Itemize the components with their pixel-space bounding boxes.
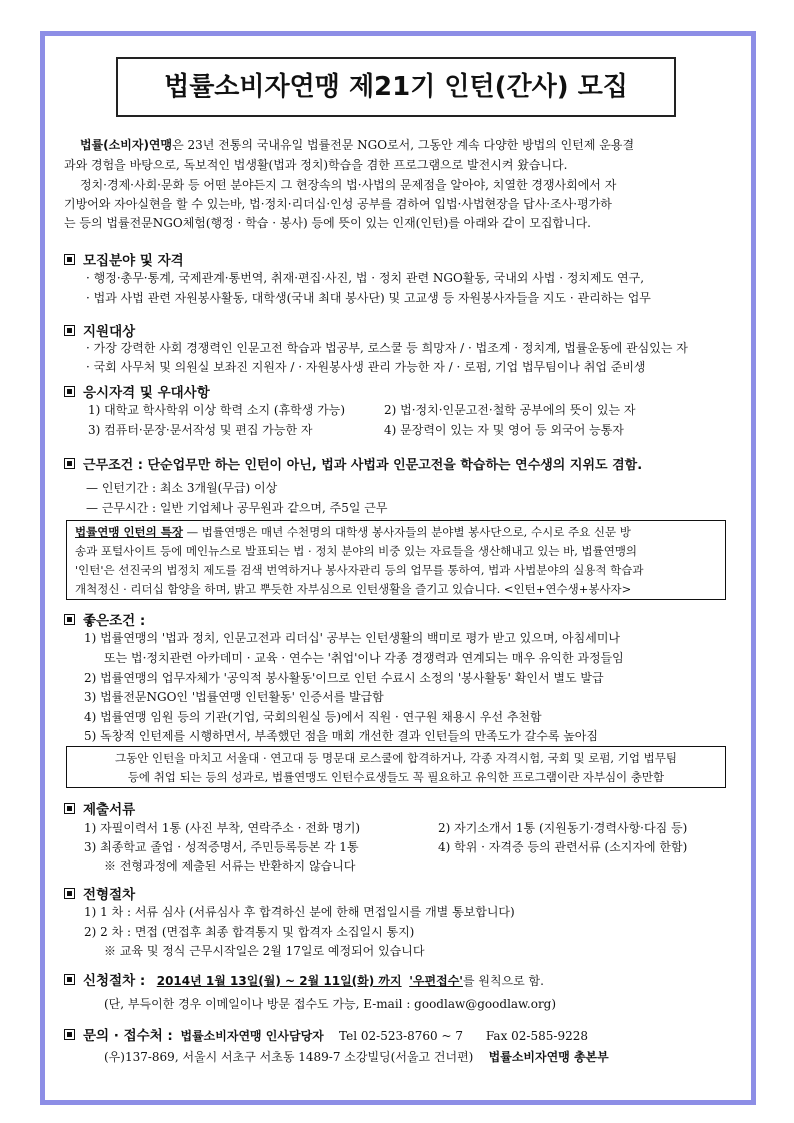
application-method: '우편접수' — [409, 974, 463, 988]
square-bullet-icon — [64, 458, 75, 469]
application-sub: (단, 부득이한 경우 이메일이나 방문 접수도 가능, E-mail : goodlaw@goodlaw.org) — [104, 997, 557, 1011]
feature-label: 법률연맹 인턴의 특장 — [75, 525, 183, 539]
achievement-box — [66, 746, 726, 788]
page-title: 법률소비자연맹 제21기 인턴(간사) 모집 — [116, 57, 676, 117]
square-bullet-icon — [64, 803, 75, 814]
intro-line-2: 과와 경험을 바탕으로, 독보적인 법생활(법과 정치)학습을 겸한 프로그램으로 발전시켜 왔습니다. — [64, 158, 568, 172]
section-heading-selection: 전형절차 — [64, 883, 135, 903]
section-heading-recruit: 모집분야 및 자격 — [64, 249, 184, 269]
document-item-3: 3) 최종학교 졸업 · 성적증명서, 주민등록등본 각 1통 — [84, 840, 359, 854]
recruit-line-1: · 행정·총무·통계, 국제관계·통번역, 취재·편집·사진, 법 · 정치 관련 NGO활동, 국내외 사법 · 정치제도 연구, — [86, 271, 645, 285]
selection-step-1: 1) 1 차 : 서류 심사 (서류심사 후 합격하신 분에 한해 면접일시를 개별 통보합니다) — [84, 905, 515, 919]
benefit-item-5: 5) 독창적 인턴제를 시행하면서, 부족했던 점을 매회 개선한 결과 인턴들의 만족도가 갈수록 높아짐 — [84, 729, 598, 743]
square-bullet-icon — [64, 614, 75, 625]
intro-line-4: 기방어와 자아실현을 할 수 있는바, 법·정치·리더십·인성 공부를 겸하여 입법·사법현장을 답사·조사·평가하 — [64, 197, 612, 211]
square-bullet-icon — [64, 888, 75, 899]
achievement-line-1: 그동안 인턴을 마치고 서울대 · 연고대 등 명문대 로스쿨에 합격하거나, 각종 자격시험, 국회 및 로펌, 기업 법무팀 — [115, 751, 677, 765]
section-heading-benefits: 좋은조건 : — [64, 609, 145, 629]
address: (우)137-869, 서울시 서초구 서초동 1489-7 소강빌딩(서울고 건너편) — [104, 1050, 474, 1064]
intro-org-name: 법률(소비자)연맹 — [80, 138, 173, 152]
benefit-item-4: 4) 법률연맹 임원 등의 기관(기업, 국회의원실 등)에서 직원 · 연구원 채용시 우선 추천함 — [84, 710, 542, 724]
qualification-item-2: 2) 법·정치·인문고전·철학 공부에의 뜻이 있는 자 — [384, 403, 636, 417]
square-bullet-icon — [64, 974, 75, 985]
qualification-item-1: 1) 대학교 학사학위 이상 학력 소지 (휴학생 가능) — [88, 403, 346, 417]
contact-org: 법률소비자연맹 인사담당자 — [180, 1029, 324, 1043]
intern-period: — 인턴기간 : 최소 3개월(무급) 이상 — [86, 481, 278, 495]
address-line — [104, 1047, 609, 1067]
recruit-line-2: · 법과 사법 관련 자원봉사활동, 대학생(국내 최대 봉사단) 및 고교생 등 자원봉사자들을 지도 · 관리하는 업무 — [86, 291, 651, 305]
benefit-item-2: 2) 법률연맹의 업무자체가 '공익적 봉사활동'이므로 인턴 수료시 소정의 '봉사활동' 확인서 별도 발급 — [84, 671, 604, 685]
selection-step-2: 2) 2 차 : 면접 (면접후 최종 합격통지 및 합격자 소집일시 통지) — [84, 925, 415, 939]
intro-line-1: 법률(소비자)연맹은 23년 전통의 국내유일 법률전문 NGO로서, 그동안 계속 다양한 방법의 인턴제 운용결 — [80, 138, 635, 152]
square-bullet-icon — [64, 254, 75, 265]
square-bullet-icon — [64, 386, 75, 397]
square-bullet-icon — [64, 1029, 75, 1040]
section-heading-conditions: 근무조건 : 단순업무만 하는 인턴이 아닌, 법과 사법과 인문고전을 학습하는 연수생의 지위도 겸함. — [64, 454, 642, 473]
contact-tel: Tel 02-523-8760 ~ 7 — [339, 1029, 464, 1043]
work-hours: — 근무시간 : 일반 기업체나 공무원과 같으며, 주5일 근무 — [86, 501, 388, 515]
application-period: 2014년 1월 13일(월) ~ 2월 11일(화) 까지 — [156, 974, 402, 988]
feature-line-4: 개척정신 · 리더십 함양을 하며, 밝고 뿌듯한 자부심으로 인턴생활을 즐기고 있습니다. <인턴+연수생+봉사자> — [75, 582, 632, 596]
qualification-item-3: 3) 컴퓨터·문장·문서작성 및 편집 가능한 자 — [88, 423, 313, 437]
document-item-1: 1) 자필이력서 1통 (사진 부착, 연락주소 · 전화 명기) — [84, 821, 361, 835]
feature-box: 법률연맹 인턴의 특장 — 법률연맹은 매년 수천명의 대학생 봉사자들의 분야별 봉사단으로, 수시로 주요 신문 방 송과 포털사이트 등에 메인뉴스로 발표되는 법 · 정치 분야의 비중 있는 자료들을 생산해내고 있는 바, 법률연맹의 '인턴'은 선진국의 법정치 제도를 검색 번역하거나 봉사자관리 등의 업무를 통하여, 법과 사법분야의 실용적 학습과 개척정신 · 리더십 함양을 하며, 밝고 뿌듯한 자부심으로 인턴생활을 즐기고 있습니다. <인턴+연수생+봉사자> — [66, 520, 726, 600]
benefit-item-3: 3) 법률전문NGO인 '법률연맹 인턴활동' 인증서를 발급함 — [84, 690, 384, 704]
target-line-1: · 가장 강력한 사회 경쟁력인 인문고전 학습과 법공부, 로스쿨 등 희망자 / · 법조계 · 정치계, 법률운동에 관심있는 자 — [86, 341, 688, 355]
square-bullet-icon — [64, 325, 75, 336]
intro-line-3: 정치·경제·사회·문화 등 어떤 분야든지 그 현장속의 법·사법의 문제점을 알아야, 치열한 경쟁사회에서 자 — [80, 178, 617, 192]
application-line: 신청절차 : 2014년 1월 13일(월) ~ 2월 11일(화) 까지 '우편접수'를 원칙으로 함. — [64, 971, 544, 991]
benefit-item-1-cont: 또는 법·정치관련 아카데미 · 교육 · 연수는 '취업'이나 각종 경쟁력과 연계되는 매우 유익한 과정들임 — [104, 651, 624, 665]
section-heading-documents: 제출서류 — [64, 798, 135, 818]
target-line-2: · 국회 사무처 및 의원실 보좌진 지원자 / · 자원봉사생 관리 가능한 자 / · 로펌, 기업 법무팀이나 취업 준비생 — [86, 360, 646, 374]
selection-note: ※ 교육 및 정식 근무시작일은 2월 17일로 예정되어 있습니다 — [104, 944, 425, 958]
document-note: ※ 전형과정에 제출된 서류는 반환하지 않습니다 — [104, 859, 356, 873]
intro-line-5: 는 등의 법률전문NGO체험(행정 · 학습 · 봉사) 등에 뜻이 있는 인재(인턴)를 아래와 같이 모집합니다. — [64, 216, 591, 230]
document-item-4: 4) 학위 · 자격증 등의 관련서류 (소지자에 한함) — [438, 840, 688, 854]
document-item-2: 2) 자기소개서 1통 (지원동기·경력사항·다짐 등) — [438, 821, 688, 835]
feature-line-3: '인턴'은 선진국의 법정치 제도를 검색 번역하거나 봉사자관리 등의 업무를 통하여, 법과 사법분야의 실용적 학습과 — [75, 563, 644, 577]
section-heading-target: 지원대상 — [64, 320, 135, 340]
feature-line-2: 송과 포털사이트 등에 메인뉴스로 발표되는 법 · 정치 분야의 비중 있는 자료들을 생산해내고 있는 바, 법률연맹의 — [75, 544, 638, 558]
headquarters-name: 법률소비자연맹 총본부 — [488, 1050, 609, 1064]
contact-fax: Fax 02-585-9228 — [485, 1029, 588, 1043]
contact-line: 문의 · 접수처 : 법률소비자연맹 인사담당자 Tel 02-523-8760 ~ 7 Fax 02-585-9228 — [64, 1026, 588, 1046]
section-heading-qualification: 응시자격 및 우대사항 — [64, 381, 210, 401]
qualification-item-4: 4) 문장력이 있는 자 및 영어 등 외국어 능통자 — [384, 423, 624, 437]
achievement-line-2: 등에 취업 되는 등의 성과로, 법률연맹도 인턴수료생들도 꼭 필요하고 유익한 프로그램이란 자부심이 충만함 — [127, 770, 665, 784]
benefit-item-1: 1) 법률연맹의 '법과 정치, 인문고전과 리더십' 공부는 인턴생활의 백미로 평가 받고 있으며, 아침세미나 — [84, 631, 620, 645]
